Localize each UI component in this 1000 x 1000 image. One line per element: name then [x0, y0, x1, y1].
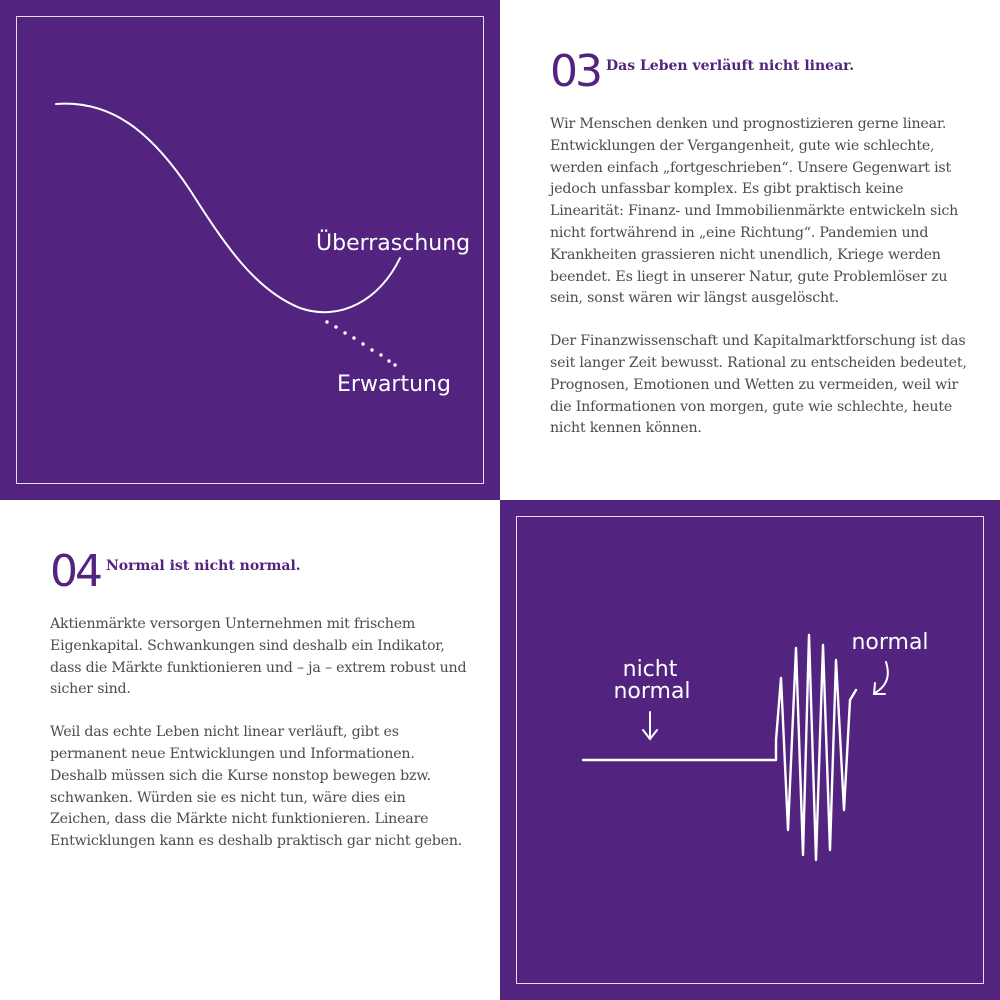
section-04-paragraph-2: Weil das echte Leben nicht linear verläuft, gibt es permanent neue Entwicklungen und Informationen. Deshalb müssen sich die Kurse nonstop bewegen bzw. schwanken. Würden sie es nicht tun, wäre dies ein Zeichen, dass die Märkte nicht funktionieren. Lineare Entwicklungen kann es deshalb praktisch gar nicht geben. [50, 724, 463, 850]
section-03-paragraph-2: Der Finanzwissenschaft und Kapitalmarktforschung ist das seit langer Zeit bewusst. Rational zu entscheiden bedeutet, Prognosen, Emotionen und Wetten zu vermeiden, weil wir die Informationen von morgen, gute wie schlechte, heute nicht kennen können. [550, 333, 967, 437]
arrow-curved-icon [874, 662, 888, 694]
volatility-drawing [500, 500, 1000, 1000]
expectation-dotted-line [325, 320, 396, 366]
section-04-title: Normal ist nicht normal. [106, 558, 301, 574]
section-03-paragraph-1: Wir Menschen denken und prognostizieren gerne linear. Entwicklungen der Vergangenheit, gute wie schlechte, werden einfach „fortgeschrieben“. Unsere Gegenwart ist jedoch unfassbar komplex. Es gibt praktisch keine Linearität: Finanz- und Immobilienmärkte entwickeln sich nicht fortwährend in „eine Richtung“. Pandemien und Krankheiten grassieren nicht unendlich, Kriege werden beendet. Es liegt in unserer Natur, gute Problemlöser zu sein, sonst wären wir längst ausgelöscht. [550, 116, 959, 307]
section-03-heading [550, 46, 970, 97]
section-04 [50, 546, 470, 874]
section-03 [550, 46, 970, 461]
surprise-curve [56, 104, 400, 313]
section-04-number: 04 [50, 546, 100, 597]
label-not-normal-line2: normal [613, 679, 691, 704]
section-04-heading [50, 546, 470, 597]
illustration-nonlinear-panel [0, 0, 500, 500]
illustration-volatility-panel [500, 500, 1000, 1000]
label-not-normal-line1: nicht [622, 657, 678, 682]
arrow-down-icon [643, 712, 657, 739]
section-03-title: Das Leben verläuft nicht linear. [606, 58, 855, 74]
section-03-number: 03 [550, 46, 600, 97]
label-expectation: Erwartung [337, 372, 451, 397]
nonlinear-curve-drawing [0, 0, 500, 500]
label-normal: normal [851, 630, 929, 655]
label-surprise: Überraschung [316, 231, 471, 256]
section-04-paragraph-1: Aktienmärkte versorgen Unternehmen mit frischem Eigenkapital. Schwankungen sind deshalb ein Indikator, dass die Märkte funktionieren und – ja – extrem robust und sicher sind. [50, 616, 467, 698]
